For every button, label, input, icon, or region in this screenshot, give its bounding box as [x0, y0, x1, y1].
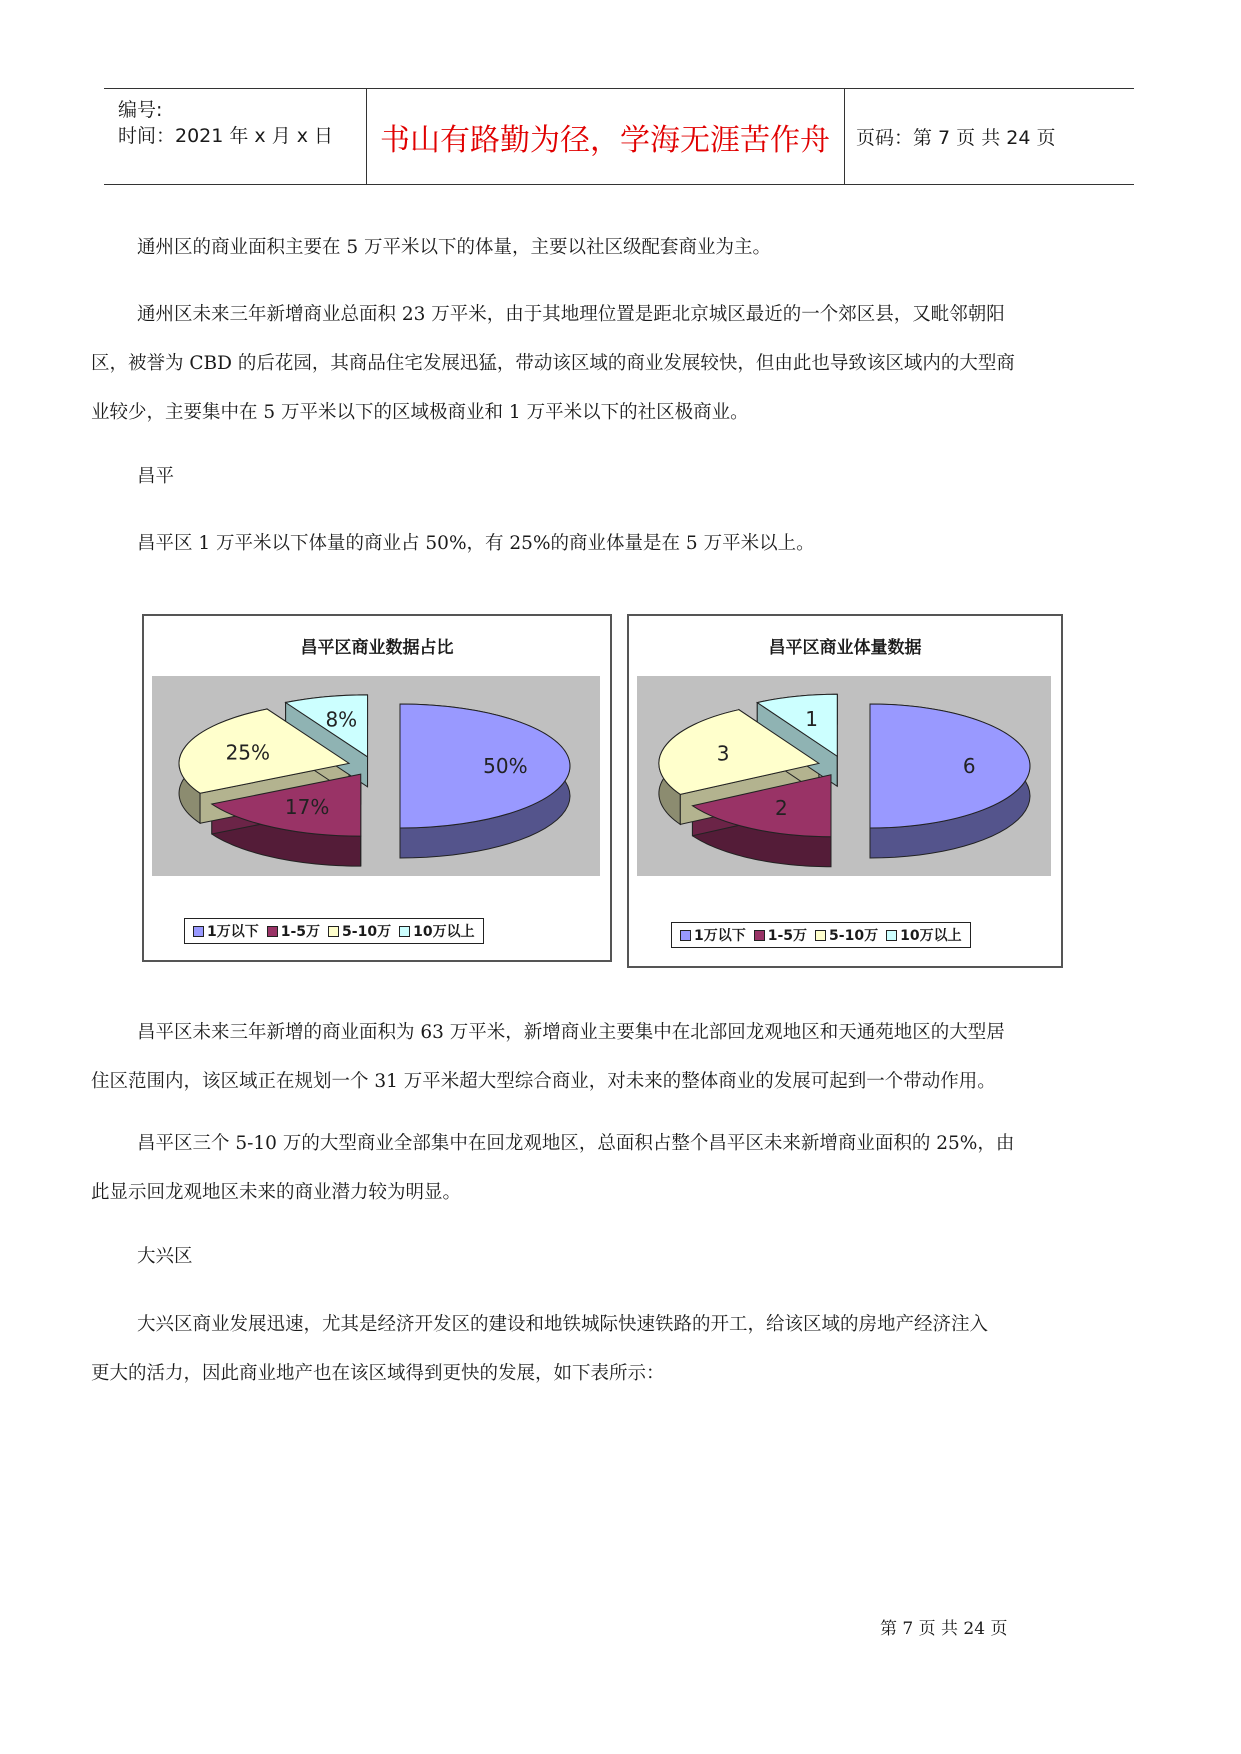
legend-swatch [267, 926, 278, 937]
legend-item [680, 925, 746, 945]
page-header [104, 88, 1134, 185]
legend-item [399, 921, 474, 941]
pie-data-label: 25% [225, 740, 271, 765]
pie-data-label: 6 [962, 754, 976, 778]
heading-text: 昌平 [137, 466, 175, 487]
header-meta [104, 89, 367, 184]
paragraph-line: 此显示回龙观地区未来的商业潜力较为明显。 [91, 1182, 462, 1203]
legend-swatch [399, 926, 410, 937]
paragraph-line: 更大的活力，因此商业地产也在该区域得到更快的发展，如下表所示： [91, 1363, 665, 1384]
header-motto: 书山有路勤为径，学海无涯苦作舟 [366, 89, 845, 184]
chart-title: 昌平区商业体量数据 [768, 638, 922, 658]
legend-swatch [680, 930, 691, 941]
paragraph [91, 1168, 1091, 1217]
section-heading-changping [137, 452, 1137, 501]
legend-label: 5-10万 [342, 924, 392, 940]
legend-label: 5-10万 [829, 928, 879, 944]
pie-data-label: 50% [483, 754, 528, 778]
legend-swatch [328, 926, 339, 937]
legend-label: 10万以上 [900, 928, 962, 944]
chart-plot [144, 616, 610, 960]
section-heading-daxing [137, 1232, 1137, 1281]
chart-legend [184, 918, 484, 944]
legend-item [328, 921, 391, 941]
pie-data-label: 17% [284, 795, 330, 820]
paragraph-line: 住区范围内，该区域正在规划一个 31 万平米超大型综合商业，对未来的整体商业的发展可起到一个带动作用。 [91, 1071, 996, 1092]
paragraph-line: 区，被誉为 CBD 的后花园，其商品住宅发展迅猛，带动该区域的商业发展较快，但由此也导致该区域内的大型商 [91, 353, 1015, 374]
pie-data-label: 8% [325, 707, 358, 732]
pie-data-label: 3 [716, 741, 730, 766]
legend-item [886, 925, 961, 945]
chart-legend [671, 922, 971, 948]
pie-chart-volume [627, 614, 1063, 968]
page-footer: 第 7 页 共 24 页 [880, 1619, 1008, 1639]
paragraph-line: 大兴区商业发展迅速，尤其是经济开发区的建设和地铁城际快速铁路的开工，给该区域的房地产经济注入 [137, 1314, 989, 1335]
paragraph [137, 290, 1137, 339]
pie-data-label: 2 [775, 796, 788, 821]
paragraph [91, 339, 1091, 437]
legend-item [193, 921, 259, 941]
paragraph [137, 1119, 1137, 1168]
heading-text: 大兴区 [137, 1246, 193, 1267]
pie-chart-share [142, 614, 612, 962]
paragraph [137, 519, 1137, 568]
pie-data-label: 1 [805, 707, 818, 732]
paragraph-line: 昌平区三个 5-10 万的大型商业全部集中在回龙观地区，总面积占整个昌平区未来新增商业面积的 25%，由 [137, 1133, 1015, 1154]
paragraph [137, 1300, 1137, 1349]
paragraph-line: 通州区未来三年新增商业总面积 23 万平米，由于其地理位置是距北京城区最近的一个郊区县，又毗邻朝阳 [137, 304, 1005, 325]
paragraph-line: 业较少，主要集中在 5 万平米以下的区域极商业和 1 万平米以下的社区极商业。 [91, 402, 749, 423]
paragraph-text: 昌平区 1 万平米以下体量的商业占 50%，有 25%的商业体量是在 5 万平米以上。 [137, 533, 815, 554]
legend-label: 10万以上 [413, 924, 475, 940]
legend-swatch [754, 930, 765, 941]
legend-swatch [815, 930, 826, 941]
legend-item [815, 925, 878, 945]
paragraph [137, 1008, 1137, 1057]
legend-label: 1-5万 [767, 928, 808, 944]
chart-plot [629, 616, 1061, 966]
paragraph-text: 通州区的商业面积主要在 5 万平米以下的体量，主要以社区级配套商业为主。 [137, 237, 772, 258]
legend-item [754, 925, 807, 945]
paragraph [91, 1349, 1091, 1398]
paragraph-line: 昌平区未来三年新增的商业面积为 63 万平米，新增商业主要集中在北部回龙观地区和天通苑地区的大型居 [137, 1022, 1005, 1043]
doc-time-label: 时间：2021 年 x 月 x 日 [118, 125, 334, 147]
chart-title: 昌平区商业数据占比 [300, 638, 454, 658]
paragraph [137, 223, 1137, 272]
doc-number-label: 编号: [118, 99, 163, 121]
legend-swatch [193, 926, 204, 937]
paragraph [91, 1057, 1141, 1106]
legend-label: 1万以下 [694, 928, 746, 944]
legend-item [267, 921, 320, 941]
legend-label: 1万以下 [207, 924, 259, 940]
legend-swatch [886, 930, 897, 941]
header-page-label: 页码：第 7 页 共 24 页 [856, 127, 1056, 149]
legend-label: 1-5万 [280, 924, 321, 940]
